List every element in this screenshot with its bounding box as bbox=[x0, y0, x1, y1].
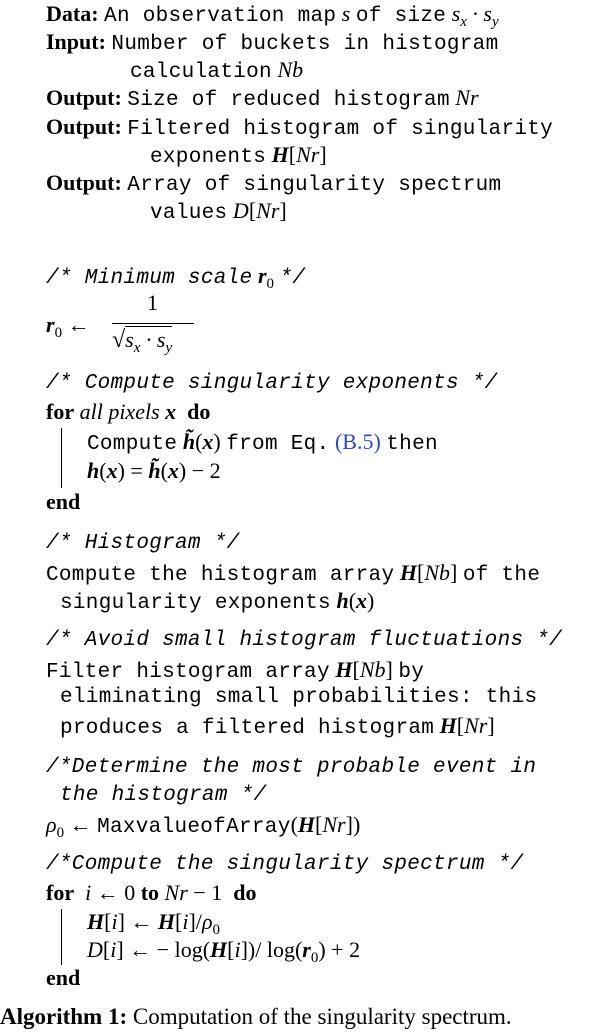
output2-text-1: Filtered histogram of singularity bbox=[127, 118, 554, 141]
filter-line-2: eliminating small probabilities: this bbox=[60, 686, 538, 709]
loop1-bracket bbox=[61, 428, 62, 488]
output2-text-2: exponents bbox=[150, 146, 267, 169]
input-line-1 bbox=[46, 28, 498, 59]
comment-min-scale: /* Minimum scale $r_0$ */ bbox=[46, 263, 306, 292]
r0-denominator: $√s_x \cdot s_y$ bbox=[112, 327, 173, 356]
data-label: Data: bbox=[46, 1, 99, 26]
for2-line: for i ← 0 to Nr − 1 do bbox=[46, 880, 257, 905]
data-of-size: of size bbox=[355, 5, 447, 28]
comment-determine-2: the histogram */ bbox=[60, 784, 267, 807]
comment-histogram: /* Histogram */ bbox=[46, 532, 240, 555]
comment-exponents: /* Compute singularity exponents */ bbox=[46, 372, 498, 395]
r0-numerator: 1 bbox=[147, 290, 158, 315]
output3-line-1 bbox=[46, 169, 501, 200]
output2-var: H[Nr] bbox=[271, 142, 327, 167]
r0-assign: $r_0$ ← bbox=[46, 312, 90, 341]
loop2-bracket bbox=[61, 909, 62, 965]
output2-label: Output: bbox=[46, 114, 122, 139]
for1-line bbox=[46, 398, 210, 426]
algorithm-caption bbox=[0, 1004, 512, 1030]
rho-assign-line: $\rho_0$ ← MaxvalueofArray(H[Nr]) bbox=[46, 812, 361, 841]
compute-line: Compute h̃(x) from Eq. (B.5) then bbox=[87, 429, 438, 456]
caption-text: Computation of the singularity spectrum. bbox=[132, 1004, 512, 1029]
input-line-2 bbox=[130, 56, 303, 87]
end2-keyword: end bbox=[46, 965, 81, 990]
for2-keyword: for bbox=[46, 880, 75, 905]
filter-line-3: produces a filtered histogram H[Nr] bbox=[60, 713, 495, 740]
h-assign-line: h(x) = h̃(x) − 2 bbox=[87, 458, 221, 483]
end2-line bbox=[46, 964, 80, 992]
comment-spectrum: /*Compute the singularity spectrum */ bbox=[46, 853, 524, 876]
equation-reference-link[interactable]: (B.5) bbox=[334, 429, 381, 454]
output2-line-2 bbox=[150, 141, 327, 172]
for1-keyword: for bbox=[46, 399, 75, 424]
output1-text: Size of reduced histogram bbox=[127, 89, 450, 112]
for2-to-keyword: to bbox=[140, 880, 160, 905]
input-text-2: calculation bbox=[130, 61, 272, 84]
hist-line-2: singularity exponents h(x) bbox=[60, 588, 375, 615]
input-label: Input: bbox=[46, 29, 106, 54]
output1-line bbox=[46, 84, 479, 115]
output1-var: Nr bbox=[455, 85, 479, 110]
output3-text-2: values bbox=[150, 202, 228, 225]
for1-var: x bbox=[165, 399, 177, 424]
rho-function: MaxvalueofArray bbox=[97, 816, 291, 839]
for1-condition: all pixels bbox=[79, 399, 160, 424]
r0-fraction-bar bbox=[112, 323, 194, 324]
output3-text-1: Array of singularity spectrum bbox=[127, 174, 502, 197]
input-var: Nb bbox=[277, 57, 304, 82]
end1-line bbox=[46, 488, 80, 516]
data-size-math: $s_x \cdot s_y$ bbox=[451, 1, 499, 30]
output2-line-1 bbox=[46, 113, 553, 144]
r0-symbol: $r_0$ bbox=[257, 263, 274, 292]
loop-line-1: H[i] ← $H[i]/\rho_0$ bbox=[87, 909, 220, 938]
do2-keyword: do bbox=[233, 880, 257, 905]
filter-line-1: Filter histogram array H[Nb] by bbox=[46, 657, 425, 684]
data-map: s bbox=[341, 1, 351, 26]
output1-label: Output: bbox=[46, 85, 122, 110]
output3-var: D[Nr] bbox=[232, 198, 287, 223]
caption-label: Algorithm 1: bbox=[0, 1004, 128, 1029]
output3-label: Output: bbox=[46, 170, 122, 195]
h-tilde: h̃ bbox=[182, 429, 196, 454]
comment-avoid: /* Avoid small histogram fluctuations */ bbox=[46, 629, 563, 652]
end1-keyword: end bbox=[46, 489, 81, 514]
do1-keyword: do bbox=[187, 399, 211, 424]
output3-line-2 bbox=[150, 197, 287, 228]
loop-line-2: D[i] ← − log(H[i])/ $\log(r_0) + 2$ bbox=[87, 937, 361, 966]
hist-line-1: Compute the histogram array H[Nb] of the bbox=[46, 560, 541, 587]
comment-determine-1: /*Determine the most probable event in bbox=[46, 756, 537, 779]
data-text: An observation map bbox=[104, 5, 337, 28]
input-text-1: Number of buckets in histogram bbox=[111, 33, 499, 56]
